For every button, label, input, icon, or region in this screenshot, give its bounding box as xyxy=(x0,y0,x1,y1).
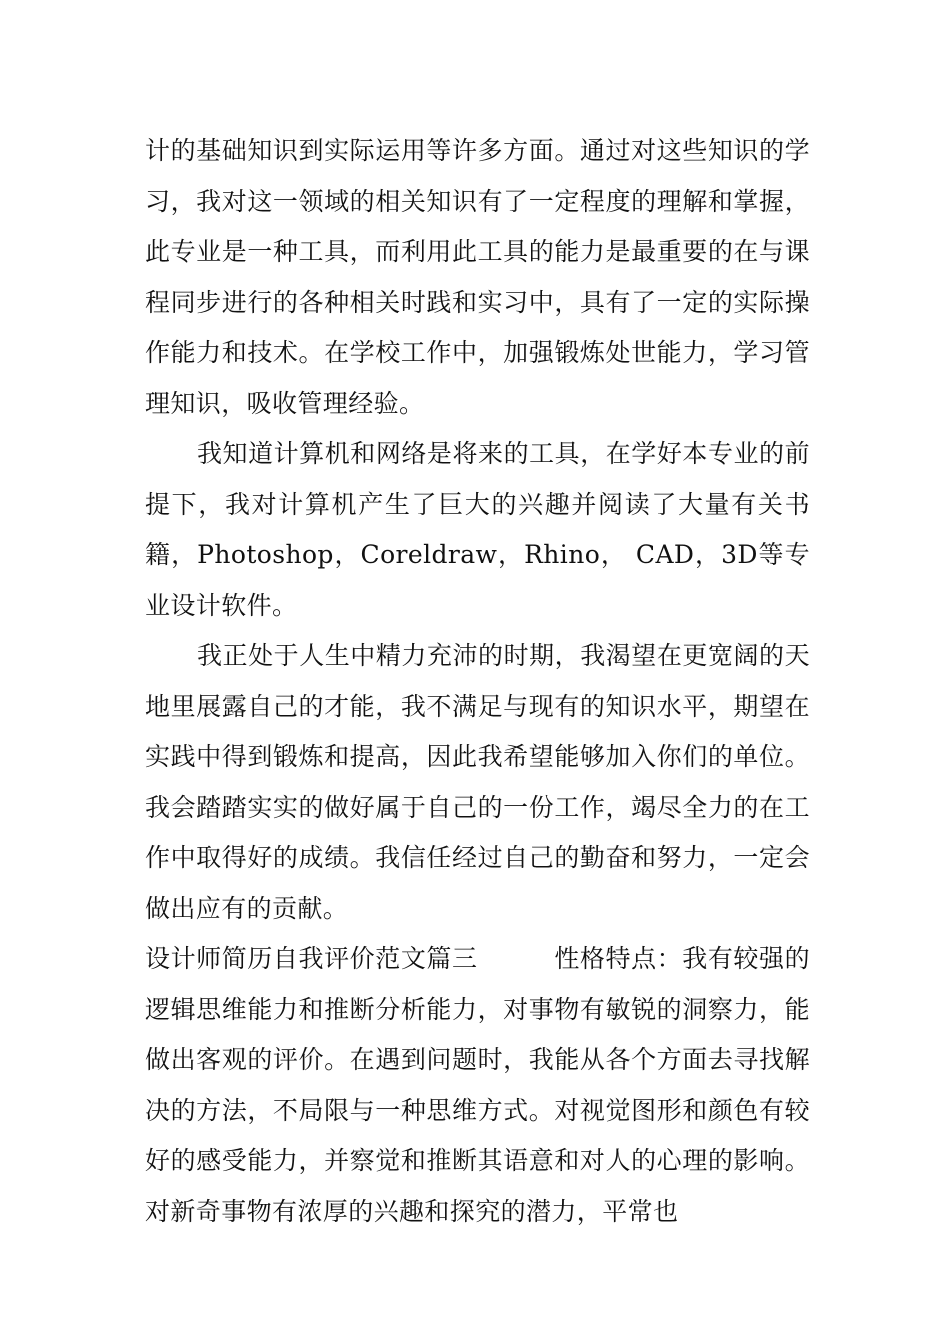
paragraph-aspiration: 我正处于人生中精力充沛的时期，我渴望在更宽阔的天地里展露自己的才能，我不满足与现有的知识水平，期望在实践中得到锻炼和提高，因此我希望能够加入你们的单位。我会踏踏实实的做好属于自己的一份工作，竭尽全力的在工作中取得好的成绩。我信任经过自己的勤奋和努力，一定会做出应有的贡献。 xyxy=(145,641,810,923)
paragraph-section-three: 设计师简历自我评价范文篇三 性格特点：我有较强的逻辑思维能力和推断分析能力，对事物有敏锐的洞察力，能做出客观的评价。在遇到问题时，我能从各个方面去寻找解决的方法，不局限与一种思维方式。对视觉图形和颜色有较好的感受能力，并察觉和推断其语意和对人的心理的影响。对新奇事物有浓厚的兴趣和探究的潜力，平常也 xyxy=(145,944,810,1226)
paragraph-intro-continued: 计的基础知识到实际运用等许多方面。通过对这些知识的学习，我对这一领域的相关知识有了一定程度的理解和掌握，此专业是一种工具，而利用此工具的能力是最重要的在与课程同步进行的各种相关时践和实习中，具有了一定的实际操作能力和技术。在学校工作中，加强锻炼处世能力，学习管理知识，吸收管理经验。 xyxy=(145,136,810,418)
document-body xyxy=(145,126,810,1237)
paragraph-computer-skills: 我知道计算机和网络是将来的工具，在学好本专业的前提下，我对计算机产生了巨大的兴趣并阅读了大量有关书籍，Photoshop，Coreldraw，Rhino， CAD，3D等专业设计软件。 xyxy=(145,439,810,620)
